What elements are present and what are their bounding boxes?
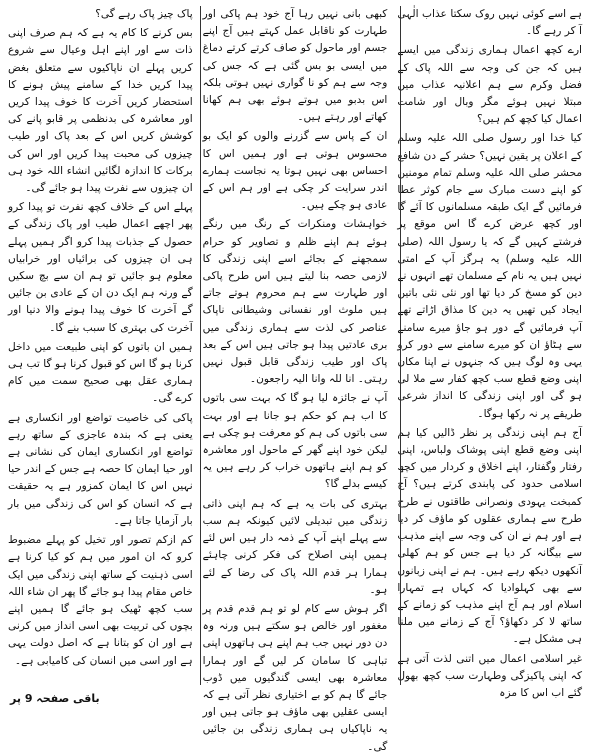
paragraph: اگر ہوش سے کام لو تو ہم قدم قدم پر مغفور اور خالص ہو سکتے ہیں ورنہ وہ دن دور نہیں جب ہم اپنے ہی ہاتھوں اپنی تباہی کا سامان کر لیں گے اور ہمارا معاشرہ بھی ایسی گندگیوں میں ڈوب جائے گا ہم کو بے اختیاری نظر آتی ہے کہ ایسی عقلیں بھی ماؤف ہو جاتی ہیں اور یہ ناپاکیاں ہی ہماری زندگی بن جائیں گی۔ [202,602,388,753]
paragraph: ان کے پاس سے گزرنے والوں کو ایک بو محسوس ہوتی ہے اور ہمیں اس کا احساس بھی نہیں ہوتا یہ نجاست ہمارے اندر سرایت کر چکی ہے اور ہم اس کے عادی ہو چکے ہیں۔ [202,130,388,212]
paragraph: آپ نے جائزہ لیا ہو گا کہ بہت سی باتوں کا اب ہم کو حکم ہو جانا ہے اور بہت سی باتوں کی ہم کو معرفت ہو چکی ہے لیکن خود اپنے گھر کے ماحول اور معاشرہ کو ہم اپنے ہاتھوں خراب کر رہے ہیں یہ کیسے بدلے گا؟ [202,392,388,491]
column-left [8,6,193,705]
column-middle [202,6,388,753]
column-divider [200,6,201,685]
paragraph: بہتری کی بات یہ ہے کہ ہم اپنی ذاتی زندگی میں تبدیلی لائیں کیونکہ ہم سب سے پہلے اپنے آپ کے ذمہ دار ہیں اس لئے ہمیں اپنی اصلاح کی فکر کرنی چاہئے ہمارا ہر قدم اللہ پاک کی رضا کے لئے ہو۔ [202,497,388,596]
paragraph: ارے کچھ اعمال ہماری زندگی میں ایسے ہیں کہ جن کی وجہ سے اللہ پاک کے فضل وکرم سے ہم اعلانیہ عذاب میں مبتلا نہیں ہوئے مگر وبال اور شامت اعمال کیا کچھ کم ہیں؟ [397,44,582,126]
continued-on-page-note: باقی صفحہ 9 پر [10,692,100,705]
paragraph: ہے اسے کوئی نہیں روک سکتا عذاب الٰہی آ کر رہے گا۔ [397,8,582,38]
paragraph: پاک چیز پاک رہے گی؟ [95,8,193,20]
column-divider [400,6,401,685]
paragraph: آج ہم اپنی زندگی پر نظر ڈالیں کیا ہم اپنی وضع قطع اپنی پوشاک ولباس، اپنی رفتار وگفتار، اپنے اخلاق و کردار میں کچھ اسلامی حدود کی پابندی کرتے ہیں؟ آج کمبخت یہودی ونصرانی طاقتوں نے طرح طرح سے ہماری عقلوں کو ماؤف کر دیا ہے اور ہم نے ان کی وجہ سے اپنے مذہب سے بیگانہ کر دیا ہے جس کو ہم کھلی آنکھوں دیکھ رہے ہیں۔ ہم نے اپنی زبانوں سے بھی کہلوادیا کہ کہاں ہے تمہارا اسلام اور ہم آج اپنے مذہب کو زمانے کے ساتھ لا کر دکھاؤ؟ آج کے زمانے میں ملنا ہی مشکل ہے۔ [397,426,582,646]
paragraph: پہلے اس کے خلاف کچھ نفرت تو پیدا کرو پھر اچھے اعمال طیب اور پاک زندگی کے حصول کے جذبات پیدا کرو اگر ہمیں پہلے ہی ان چیزوں کی برائیاں اور خرابیاں معلوم ہو جائیں تو ہم ان سے بچ سکیں گے ورنہ ہم ایک دن ان کے عادی بن جائیں گے آخرت کا خوف پیدا ہونے والا دنیا اور آخرت کی بہتری کا سبب بنے گا۔ [7,201,193,334]
paragraph: کم ازکم تصور اور تخیل کو پہلے مضبوط کرو کہ ان امور میں ہم کو کیا کرنا ہے اسی ذہنیت کے ساتھ اپنی زندگی میں ایک خاص مقام پیدا ہو جائے گا پھر ان شاء اللہ سب کچھ ٹھیک ہو جائے گا ہمیں اپنے بچوں کی تربیت بھی اسی انداز میں کرنی ہے اور ان کو بتانا ہے کہ اصل دولت یہی ہے اور اسی میں انسان کی کامیابی ہے۔ [7,534,193,667]
paragraph: کیا خدا اور رسول صلی اللہ علیہ وسلم کے اعلان پر یقین نہیں؟ حشر کے دن شافع محشر صلی اللہ علیہ وسلم تمام مومنین کو اپنے دست مبارک سے جام کوثر عطا فرمائیں گے ایک طبقہ مسلمانوں کا آئے گا اور کچھ عرض کرے گا اس موقع پر فرشتے کہیں گے کہ یا رسول اللہ (صلی اللہ علیہ وسلم) یہ ہرگز آپ کے امتی نہیں ہیں یہ نام کے مسلمان تھے انہوں نے دین کو مسخ کر دیا تھا اور نئی نئی باتیں ایجاد کیں تھیں یہ دین کا مذاق اڑاتے تھے آپ فرمائیں گے دور ہو جاؤ میرے سامنے سے ہٹاؤ ان کو میرے سامنے سے دور کرو یہی وہ لوگ ہیں کہ جنہوں نے اپنا مکان اپنی وضع قطع سب کچھ کفار سے ملا لی ہو گی اور اپنی زندگی کا انداز شرعی طریقے پر نہ رکھا ہوگا۔ [397,132,582,420]
paragraph: بس کرنے کا کام یہ ہے کہ ہم صرف اپنی ذات سے اور اپنے اہل وعیال سے شروع کریں پہلے ان ناپاکیوں سے متعلق بغض پیدا کریں خدا کے سامنے پیش ہونے کا استحضار کریں آخرت کا خوف پیدا کریں اور معاشرہ کی بدنظمی پر قابو پانے کی کوشش کریں اس کے بعد پاک اور طیب چیزوں کی محبت پیدا کریں اور اس کی برکات کا اندازہ لگائیں انشاء اللہ خود ہی ان چیزوں سے نفرت پیدا ہو جائے گی۔ [7,27,193,195]
paragraph: کبھی بانی نہیں رہا آج خود ہم پاکی اور طہارت کو ناقابل عمل کہتے ہیں آج اپنے جسم اور ماحول کو صاف کرتے کرتے دماغ میں ایسی بو بس گئی ہے کہ جس کی وجہ سے ہم کو نا گواری نہیں ہوتی بلکہ اس بدبو میں ہوتے ہوئے بھی ہم کھانا کھاتے اور رہتے ہیں۔ [202,8,388,124]
paragraph: پاکی کی خاصیت تواضع اور انکساری ہے یعنی ہے کہ بندہ عاجزی کے ساتھ رہے تواضع اور انکساری ایمان کی نشانی ہے اور حیا ایمان کا حصہ ہے جس کے اندر حیا نہیں اس کا ایمان کمزور ہے یہ حقیقت ہے کہ انسان کو اس کی زندگی میں بار بار آزمایا جاتا ہے۔ [7,411,193,527]
paragraph: ہمیں ان باتوں کو اپنی طبیعت میں داخل کرنا ہو گا اس کو قبول کرنا ہو گا تب ہی ہماری عقل بھی صحیح سمت میں کام کرے گی۔ [7,340,193,405]
paragraph: غیر اسلامی اعمال میں اتنی لذت آتی ہے کہ اپنی پاکیزگی وطہارت سب کچھ بھول گئے اب اس کا مزہ [397,652,582,699]
paragraph: خواہشات ومنکرات کے رنگ میں رنگے ہوئے ہم اپنے ظلم و تصاویر کو حرام سمجھنے کے بجائے اسے اپنی زندگی کا لازمی حصہ بنا لیتے ہیں اس طرح پاکی اور طہارت سے ہم محروم ہوتے جاتے ہیں ملوث اور نفسانی وشیطانی ناپاک عناصر کی لذت سے ہماری زندگی میں بری عادتیں پیدا ہو جاتی ہیں اس کے بعد پاک اور طیب زندگی قابل قبول نہیں رہتی۔ انا للہ وانا الیہ راجعون۔ [202,218,388,386]
column-right [397,6,582,705]
